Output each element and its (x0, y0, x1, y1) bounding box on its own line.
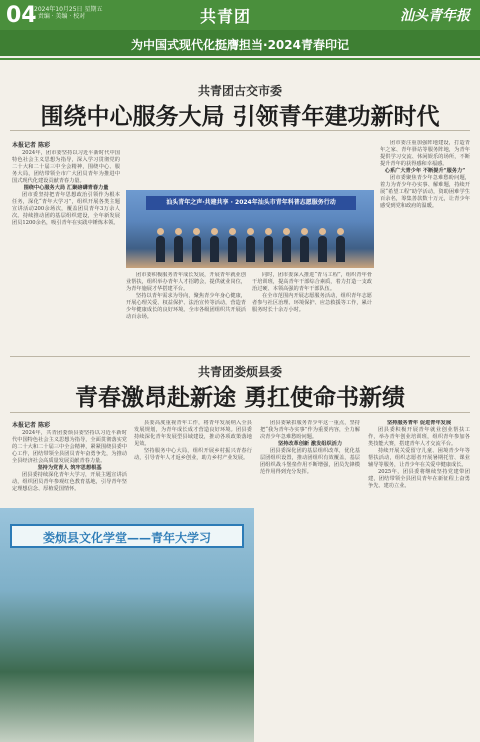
article1-column-1 (12, 150, 120, 350)
section-title: 共青团 (200, 7, 252, 26)
article1-column-4 (380, 140, 470, 352)
article1-kicker: 共青团古交市委 (197, 84, 282, 98)
subheading: 围绕中心服务大局 汇聚磅礴青春力量 (23, 185, 109, 191)
paragraph: 2024年，共青团娄烦县委坚持以习近平新时代中国特色社会主义思想为指导，全面贯彻落实党的二十大和二十届三中全会精神，紧紧围绕县委中心工作，团结带领全县团员青年奋勇争先，为推动全县经济社会高质量发展贡献青春力量。 (12, 430, 127, 464)
article2-column-3 (260, 420, 360, 740)
paragraph: 团市委聚焦青少年急难愁盼问题，着力为青少年办实事、解难题，持续开展“希望工程”助学活动，资助困难学生百余名，筹集善款数十万元，让青少年感受到党和政府的温暖。 (380, 175, 470, 209)
paragraph: 坚持以青年需求为导向，聚焦青少年身心健康，开展心理关爱、权益保护、法治宣传等活动，营造青少年健康成长的良好环境。全市各级团组织共开展活动百余场。 (126, 293, 246, 320)
paragraph: 持续开展关爱留守儿童、困境青少年等帮扶活动，组织志愿者开展暑期托管、课业辅导等服务，让青少年在关爱中健康成长。 (368, 448, 470, 468)
article2-column-4 (368, 420, 470, 740)
subheading: 坚持为党育人 筑牢思想根基 (37, 465, 102, 471)
paragraph: 在全市范围内开展志愿服务活动，组织青年志愿者参与社区治理、环境保护、应急救援等工作，累计服务时长十余万小时。 (252, 293, 372, 313)
subheading: 坚持服务青年 促进青年发展 (386, 420, 452, 426)
paragraph: 县委高度重视青年工作，将青年发展纳入全县发展规划，为青年成长成才营造良好环境。团县委持续深化青年发展型县域建设，推动各项政策落地见效。 (134, 420, 252, 447)
paragraph: 2025年，团县委将继续坚持党建带团建，团结带领全县团员青年在新征程上奋勇争先、建功立业。 (368, 469, 470, 489)
article1-column-2 (126, 272, 246, 352)
paragraph: 团县委持续深化青年大学习，开展主题宣讲活动，组织团员青年参观红色教育基地，引导青年坚定理想信念、厚植爱国情怀。 (12, 472, 127, 492)
page-number: 04 (6, 3, 37, 28)
paragraph: 2024年，团市委坚持以习近平新时代中国特色社会主义思想为指导，深入学习贯彻党的二十大和二十届三中全会精神，围绕中心、服务大局，团结带领全市广大团员青年为推进中国式现代化建设贡献青春力量。 (12, 150, 120, 184)
article2-column-1 (12, 430, 127, 506)
paragraph: 团县委深化团的基层组织改革，优化基层团组织设置，推动团组织有效覆盖，基层团组织战斗堡垒作用不断增强，团员先锋模范作用得到充分发挥。 (260, 448, 360, 475)
subheading: 心系广大青少年 不断提升“服务力” (384, 168, 466, 174)
article1-photo (126, 190, 374, 268)
newspaper-logo: 汕头青年报 (400, 8, 470, 24)
photo-banner: 汕头青年之声·共建共享 · 2024年汕头市青年科普志愿服务行动 (146, 196, 356, 210)
paragraph: 同时，团市委深入推进“青马工程”，组织青年骨干培训班，提高青年干部综合素质，着力打造一支政治过硬、本领高强的青年干部队伍。 (252, 272, 372, 292)
article1-title: 围绕中心服务大局 引领青年建功新时代 (40, 104, 440, 130)
article2-photo (0, 508, 254, 742)
article1-column-3 (252, 272, 372, 352)
article2-title: 青春激昂赴新途 勇扛使命书新绩 (74, 385, 405, 411)
article1-rule (10, 130, 470, 131)
article2-byline: 本报记者 陈彩 (12, 422, 51, 429)
paragraph: 团县委积极开展青年就业创业帮扶工作，举办青年创业培训班，组织青年参加各类技能大赛，搭建青年人才交流平台。 (368, 427, 470, 447)
section-subtitle: 为中国式现代化挺膺担当·2024青春印记 (131, 38, 349, 52)
page-header (0, 0, 480, 62)
article2-kicker: 共青团娄烦县委 (197, 365, 282, 379)
article-separator (10, 356, 470, 357)
paragraph: 团市委坚持把青年思想政治引领作为根本任务，深化“青年大学习”，组织开展各类主题宣讲活动200余场次，覆盖团员青年3万余人次。持续推动团的基层组织建设，全年新发展团员1200余名，吸引青年在实践中锤炼本领。 (12, 192, 120, 226)
paragraph: 团市委积极服务青年成长发展，开展青年就业创业帮扶，组织举办青年人才招聘会，提供就业岗位，为青年施展才华搭建平台。 (126, 272, 246, 292)
article1-byline: 本报记者 陈彩 (12, 142, 51, 149)
paragraph: 团市委注重加强阵地建设，打造青年之家、青年驿站等服务阵地，为青年提供学习交流、休闲娱乐的场所，不断提升青年的获得感和幸福感。 (380, 140, 470, 167)
subheading: 坚持改革创新 激发组织活力 (277, 441, 343, 447)
article2-rule (10, 412, 470, 413)
paragraph: 坚持服务中心大局，组织开展乡村振兴青春行动，引导青年人才返乡创业，助力乡村产业发展。 (134, 448, 252, 461)
paragraph: 团县委紧扣服务青少年这一重点，坚持把“我为青年办实事”作为重要内容，全力解决青少年急难愁盼问题。 (260, 420, 360, 440)
header-meta: 2024年10月25日 星期五 · 责编 · 美编 · 校对 (34, 6, 103, 20)
photo-sign: 娄烦县文化学堂——青年大学习 (10, 524, 244, 548)
article2-column-2 (134, 420, 252, 506)
header-divider (0, 58, 480, 60)
